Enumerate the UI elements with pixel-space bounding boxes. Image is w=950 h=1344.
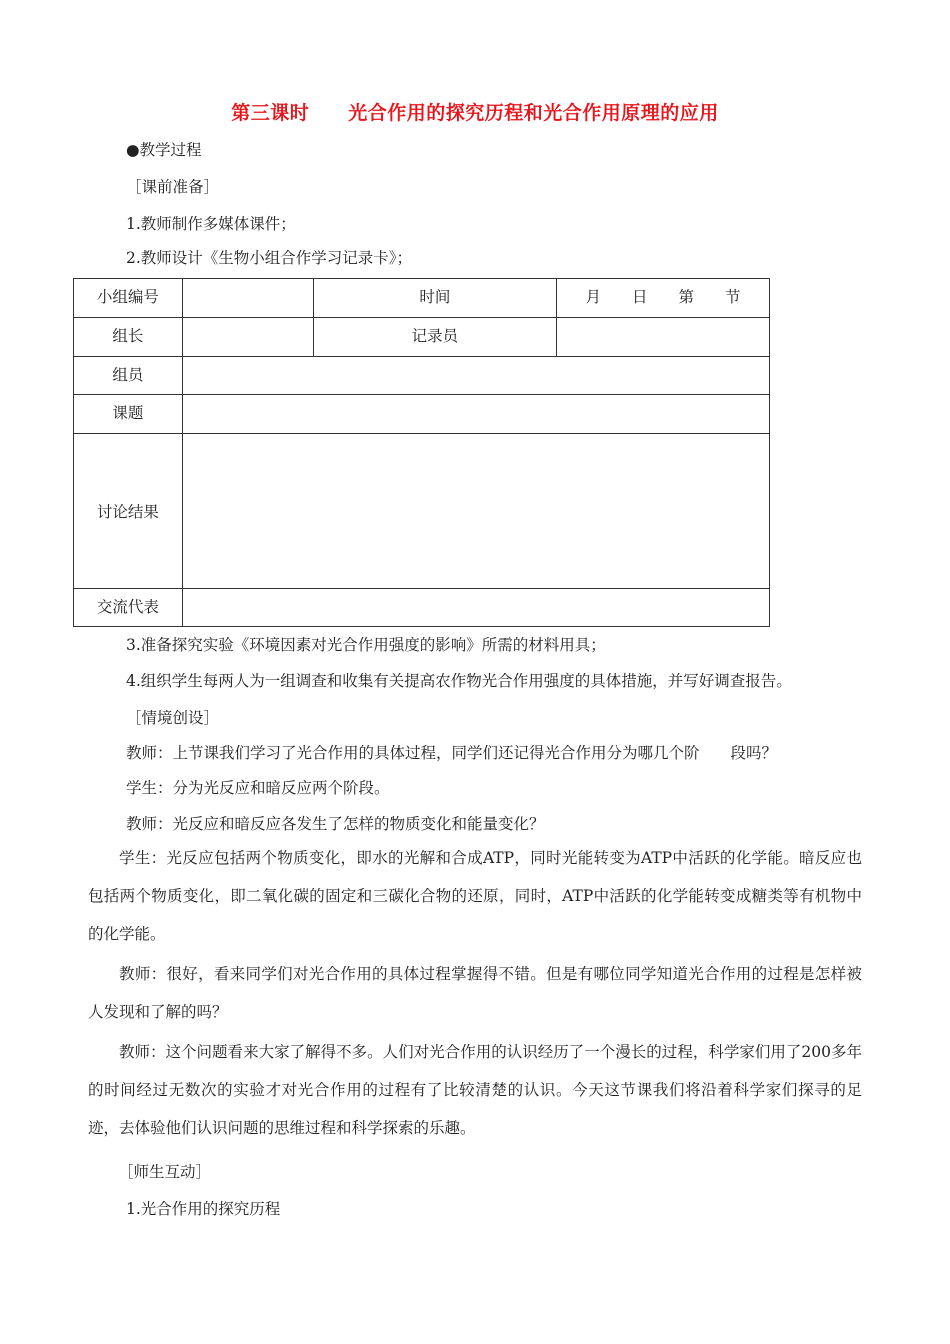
members-label: 组员 — [74, 357, 183, 395]
section-teaching-process: ●教学过程 — [126, 141, 202, 159]
prep-item-1: 1.教师制作多媒体课件； — [126, 215, 296, 233]
topic-label: 课题 — [74, 395, 183, 434]
leader-value — [182, 318, 313, 357]
date-slots: 月 日 第 节 — [557, 279, 770, 318]
section-pre-class-prep: ［课前准备］ — [126, 178, 220, 196]
table-row — [74, 589, 770, 627]
representative-value — [182, 589, 769, 627]
result-label: 讨论结果 — [74, 434, 183, 589]
members-value — [182, 357, 769, 395]
prep-item-4: 4.组织学生每两人为一组调查和收集有关提高农作物光合作用强度的具体措施，并写好调查报告。 — [126, 672, 792, 690]
representative-label: 交流代表 — [74, 589, 183, 627]
paragraph-student-answer: 学生：光反应包括两个物质变化，即水的光解和合成ATP，同时光能转变为ATP中活跃的化学能。暗反应也包括两个物质变化，即二氧化碳的固定和三碳化合物的还原，同时，ATP中活跃的化学能转变成糖类等有机物中的化学能。 — [88, 849, 862, 943]
table-row — [74, 357, 770, 395]
table-row — [74, 395, 770, 434]
paragraph-teacher-question: 教师：很好，看来同学们对光合作用的具体过程掌握得不错。但是有哪位同学知道光合作用的过程是怎样被人发现和了解的吗？ — [88, 965, 862, 1021]
table-row — [74, 434, 770, 589]
result-value — [182, 434, 769, 589]
section-interaction: ［师生互动］ — [118, 1163, 212, 1181]
prep-item-3: 3.准备探究实验《环境因素对光合作用强度的影响》所需的材料用具； — [126, 636, 606, 654]
recorder-label: 记录员 — [313, 318, 557, 357]
lesson-title: 第三课时 光合作用的探究历程和光合作用原理的应用 — [231, 102, 719, 124]
prep-item-2: 2.教师设计《生物小组合作学习记录卡》； — [126, 249, 413, 267]
group-no-value — [182, 279, 313, 318]
dialogue-teacher-2: 教师：光反应和暗反应各发生了怎样的物质变化和能量变化？ — [126, 815, 545, 833]
group-no-label: 小组编号 — [74, 279, 183, 318]
interaction-item-1: 1.光合作用的探究历程 — [126, 1200, 281, 1218]
recorder-value — [557, 318, 770, 357]
dialogue-student-1: 学生：分为光反应和暗反应两个阶段。 — [126, 779, 390, 797]
topic-value — [182, 395, 769, 434]
table-row — [74, 279, 770, 318]
leader-label: 组长 — [74, 318, 183, 357]
dialogue-teacher-1: 教师：上节课我们学习了光合作用的具体过程，同学们还记得光合作用分为哪几个阶 段吗？ — [126, 744, 778, 762]
section-scenario: ［情境创设］ — [126, 709, 220, 727]
time-label: 时间 — [313, 279, 557, 318]
group-record-card-table — [73, 278, 770, 627]
paragraph-teacher-intro: 教师：这个问题看来大家了解得不多。人们对光合作用的认识经历了一个漫长的过程，科学家们用了200多年的时间经过无数次的实验才对光合作用的过程有了比较清楚的认识。今天这节课我们将沿着科学家们探寻的足迹，去体验他们认识问题的思维过程和科学探索的乐趣。 — [88, 1043, 862, 1137]
table-row — [74, 318, 770, 357]
